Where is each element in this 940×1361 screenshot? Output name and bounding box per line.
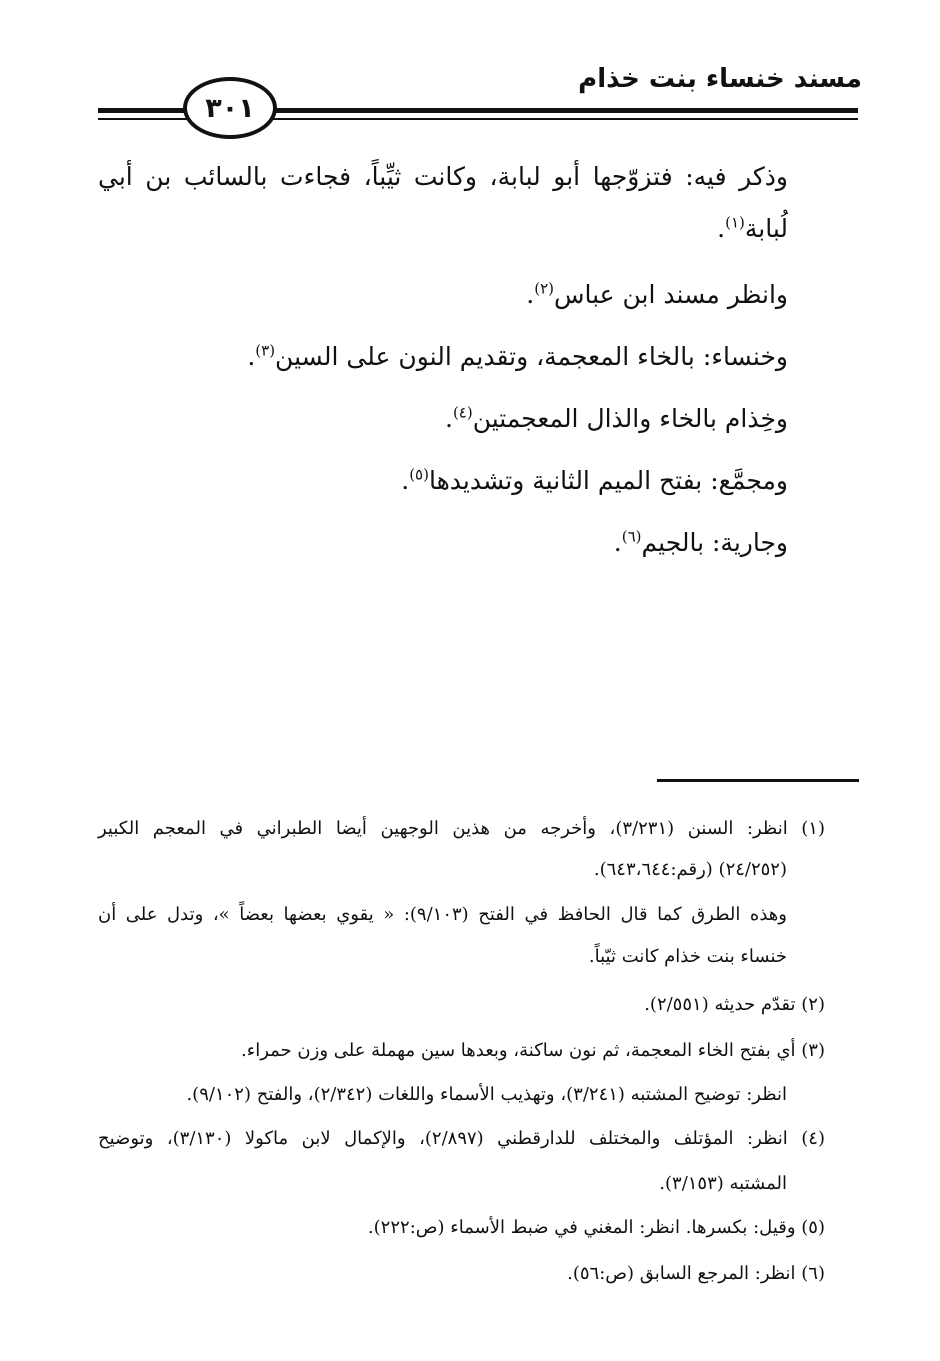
footnote-ref-2: (٢): [534, 279, 554, 298]
footnote-4-line-1: (٤) انظر: المؤتلف والمختلف للدارقطني (٢/٨٩٧)، والإكمال لابن ماكولا (٣/١٣٠)، وتوضيح: [98, 1128, 825, 1149]
footnote-separator: [657, 779, 859, 782]
body-line-4: [247, 342, 788, 372]
footnote-3-line-1: (٣) أي بفتح الخاء المعجمة، ثم نون ساكنة، وبعدها سين مهملة على وزن حمراء.: [241, 1040, 825, 1061]
body-line-3-period: .: [526, 280, 535, 309]
body-line-7: [614, 528, 788, 558]
footnote-1-line-4: خنساء بنت خذام كانت ثيّباً.: [588, 946, 787, 967]
body-line-6-period: .: [401, 466, 410, 495]
body-line-3-text: وانظر مسند ابن عباس: [553, 280, 788, 309]
body-line-4-text: وخنساء: بالخاء المعجمة، وتقديم النون على السين: [275, 342, 788, 371]
body-line-5-text: وخِذام بالخاء والذال المعجمتين: [472, 404, 788, 433]
footnote-ref-4: (٤): [452, 403, 473, 422]
footnote-ref-1: (١): [725, 213, 745, 232]
footnote-1-line-2: (٢٤/٢٥٢) (رقم:٦٤٣،٦٤٤).: [593, 859, 787, 880]
page-number-oval: [183, 77, 277, 139]
footnote-6: (٦) انظر: المرجع السابق (ص:٥٦).: [567, 1263, 825, 1284]
body-line-6: [401, 466, 788, 496]
body-line-5-period: .: [444, 404, 453, 433]
body-line-6-text: ومجمَّع: بفتح الميم الثانية وتشديدها: [428, 466, 788, 495]
footnote-5: (٥) وقيل: بكسرها. انظر: المغني في ضبط الأسماء (ص:٢٢٢).: [367, 1217, 825, 1238]
footnote-4-line-2: المشتبه (٣/١٥٣).: [659, 1173, 787, 1194]
footnote-3-line-2: انظر: توضيح المشتبه (٣/٢٤١)، وتهذيب الأسماء واللغات (٢/٣٤٢)، والفتح (٩/١٠٢).: [186, 1084, 787, 1105]
body-line-2-text: لُبابة: [744, 214, 788, 243]
page-number: ٣٠١: [205, 92, 255, 124]
footnote-1-line-1: (١) انظر: السنن (٣/٢٣١)، وأخرجه من هذين الوجهين أيضا الطبراني في المعجم الكبير: [98, 818, 825, 839]
footnote-ref-3: (٣): [255, 341, 276, 360]
footnote-ref-6: (٦): [621, 527, 642, 546]
body-line-2-period: .: [717, 214, 726, 243]
running-header-title: مسند خنساء بنت خذام: [578, 64, 862, 94]
body-line-4-period: .: [247, 342, 256, 371]
body-line-5: [445, 404, 788, 434]
footnote-ref-5: (٥): [409, 465, 429, 484]
footnote-1-line-3: وهذه الطرق كما قال الحافظ في الفتح (٩/١٠٣): « يقوي بعضها بعضاً »، وتدل على أن: [98, 904, 787, 925]
body-line-3: [526, 280, 788, 310]
body-line-7-text: وجارية: بالجيم: [641, 528, 788, 557]
footnote-2: (٢) تقدّم حديثه (٢/٥٥١).: [644, 994, 825, 1015]
body-line-2: [717, 214, 788, 244]
body-line-7-period: .: [613, 528, 622, 557]
body-line-1: وذكر فيه: فتزوّجها أبو لبابة، وكانت ثيِّباً، فجاءت بالسائب بن أبي: [98, 162, 788, 191]
